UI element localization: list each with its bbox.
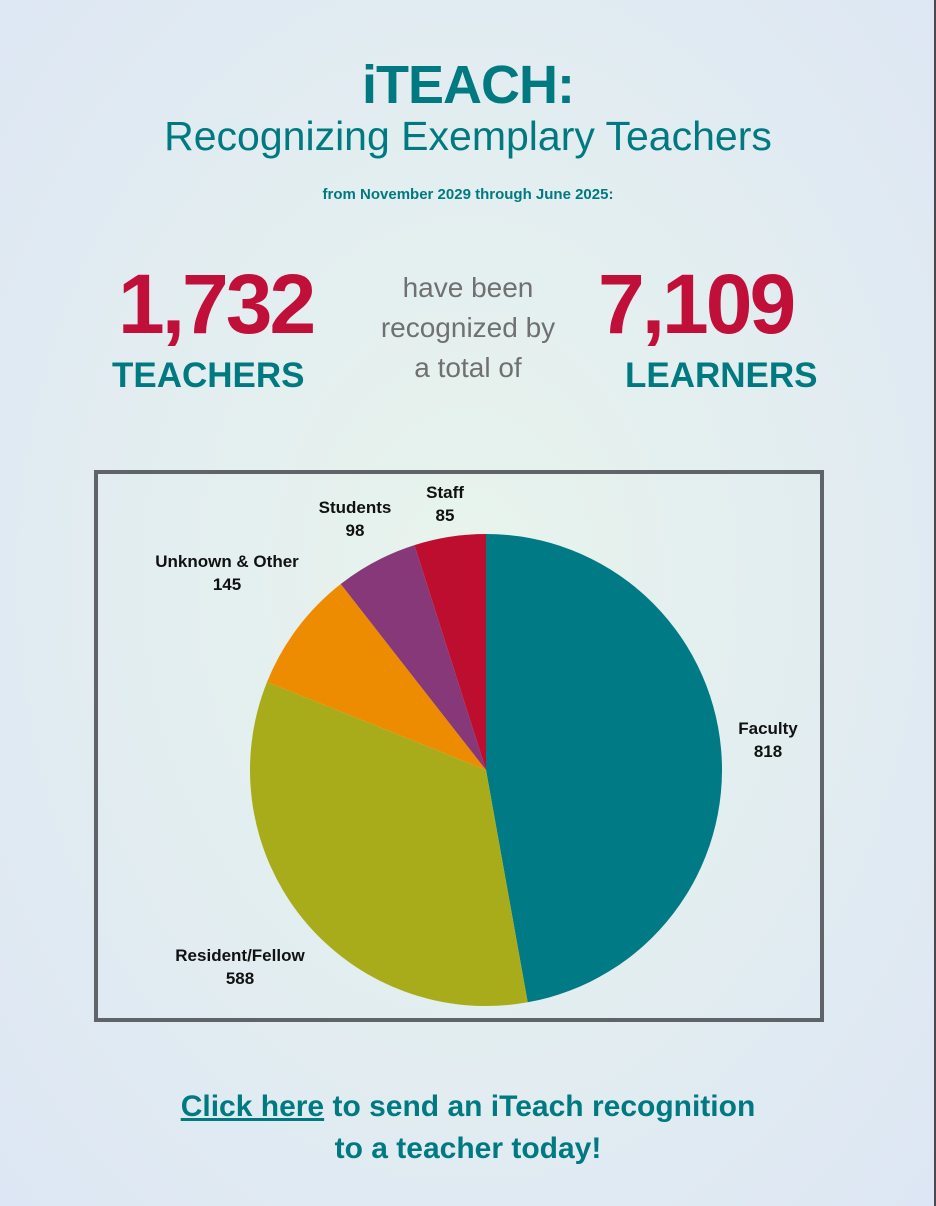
slice-label-4: Staff 85	[426, 483, 464, 525]
connector-line-1: have been	[402, 272, 534, 303]
cta-line-2: to a teacher today!	[334, 1132, 602, 1165]
date-range: from November 2029 through June 2025:	[322, 186, 614, 203]
connector-line-2: recognized by	[380, 312, 556, 343]
teachers-count: 1,732	[118, 257, 314, 351]
teachers-label: TEACHERS	[112, 356, 305, 395]
slice-label-3: Students 98	[318, 498, 392, 540]
connector-line-3: a total of	[414, 352, 522, 383]
stats-connector-text	[358, 268, 578, 388]
slice-label-0: Faculty 818	[738, 719, 798, 761]
click-here-link[interactable]: Click here	[180, 1090, 325, 1123]
slice-label-1: Resident/Fellow 588	[175, 946, 305, 988]
cta-line-1	[0, 1086, 936, 1128]
page-title: iTEACH:	[362, 55, 574, 115]
pie-slice-faculty	[486, 534, 722, 1002]
learners-count: 7,109	[598, 257, 794, 351]
pie-chart	[98, 474, 820, 1018]
slice-label-2: Unknown & Other 145	[155, 552, 299, 594]
pie-chart-frame	[94, 470, 824, 1022]
page-subtitle: Recognizing Exemplary Teachers	[164, 113, 772, 159]
cta-line-1-text: to send an iTeach recognition	[324, 1090, 756, 1123]
learners-label: LEARNERS	[625, 356, 818, 395]
call-to-action	[0, 1086, 936, 1170]
